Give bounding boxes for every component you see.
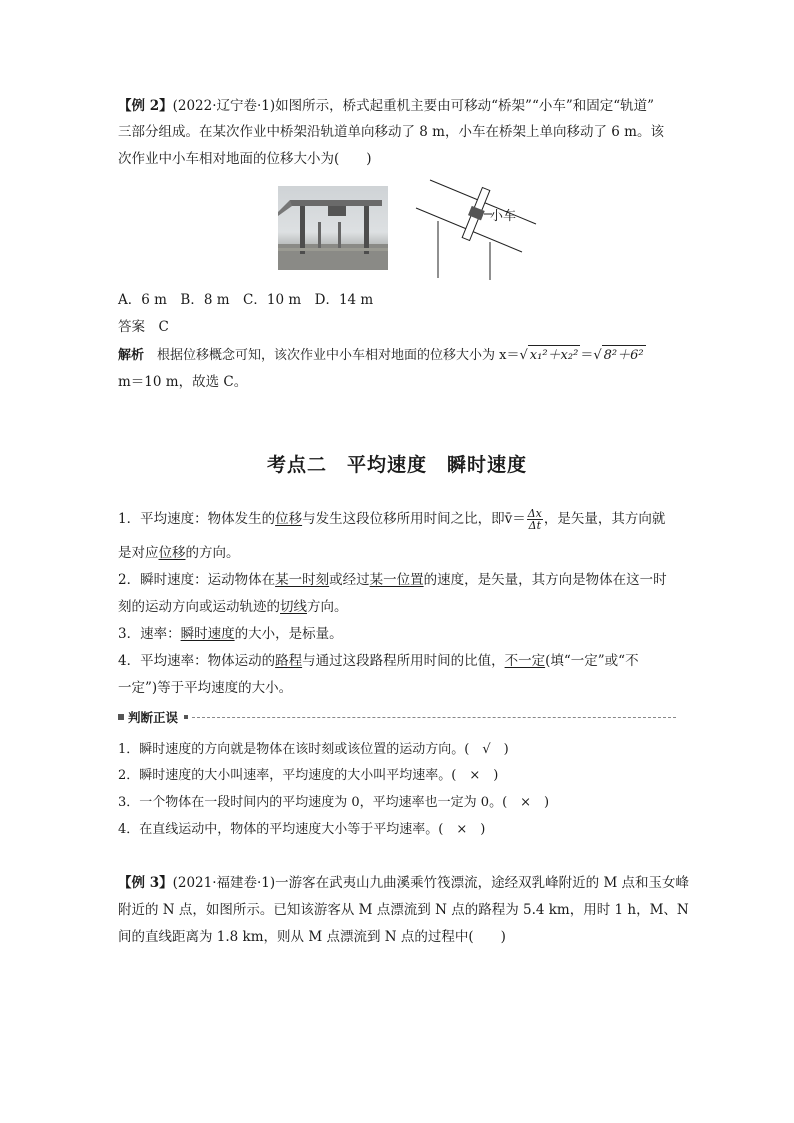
judge-square-icon <box>118 714 124 720</box>
p1-b: 与发生这段位移所用时间之比，即 <box>302 511 505 527</box>
example3-line2: 附近的 N 点，如图所示。已知该游客从 M 点漂流到 N 点的路程为 5.4 km，用时 1 h，M、N <box>118 902 689 918</box>
point-2-line2 <box>118 597 348 617</box>
example2-line3: 次作业中小车相对地面的位移大小为( ) <box>118 151 372 167</box>
p2-b: 或经过 <box>329 572 370 588</box>
p4-b: 与通过这段路程所用时间的比值， <box>302 653 505 669</box>
analysis-sqrt-1: x₁²＋x₂² <box>528 345 581 366</box>
p1-d: 是对应 <box>118 545 159 561</box>
judge-divider <box>192 717 676 718</box>
answer-label: 答案 <box>118 319 145 335</box>
p4-underline-not-necessarily: 不一定 <box>504 653 546 669</box>
p1-c: ，是矢量，其方向就 <box>543 511 666 527</box>
point-3 <box>118 624 343 644</box>
example2-line1 <box>118 96 654 116</box>
point-1-line2 <box>118 543 240 563</box>
answer-value: C <box>158 319 169 335</box>
p3-underline-instant-velocity: 瞬时速度 <box>180 626 235 642</box>
point-4-line2: 一定”)等于平均速度的大小。 <box>118 680 293 696</box>
p4-a: 4．平均速率：物体运动的 <box>118 653 276 669</box>
example3-tag: 【例 3】 <box>118 875 173 891</box>
example3-line1 <box>118 873 689 893</box>
section-title: 考点二 平均速度 瞬时速度 <box>266 454 527 476</box>
p2-c: 的速度，是矢量，其方向是物体在这一时 <box>423 572 667 588</box>
example2-line2: 三部分组成。在某次作业中桥架沿轨道单向移动了 8 m，小车在桥架上单向移动了 6 m。该 <box>118 124 664 140</box>
analysis-eq: ＝ <box>580 348 594 363</box>
p3-a: 3．速率： <box>118 626 181 642</box>
judge-section-header <box>118 710 676 724</box>
p2-underline-position: 某一位置 <box>369 572 424 588</box>
example2-source: (2022·辽宁卷·1) <box>172 98 276 114</box>
p1-e: 的方向。 <box>185 545 240 561</box>
point-2-line1 <box>118 570 667 590</box>
judge-item-4: 4．在直线运动中，物体的平均速度大小等于平均速率。( × ) <box>118 822 486 837</box>
example2-analysis: 解析 根据位移概念可知，该次作业中小车相对地面的位移大小为 x＝√ x₁²＋x₂² ＝√ 8²＋6² <box>118 345 646 366</box>
p2-e: 方向。 <box>307 599 348 615</box>
example2-text1: 如图所示，桥式起重机主要由可移动“桥架”“小车”和固定“轨道” <box>275 98 655 114</box>
p1-fraction <box>527 508 543 531</box>
p1-a: 1．平均速度：物体发生的 <box>118 511 276 527</box>
p1-underline-displacement: 位移 <box>275 511 303 527</box>
point-4-line1 <box>118 651 639 671</box>
p3-b: 的大小，是标量。 <box>234 626 343 642</box>
p1-den: Δt <box>528 519 541 532</box>
example2-answer <box>118 317 169 337</box>
p4-c: (填“一定”或“不 <box>545 653 639 669</box>
judge-dot-icon <box>184 715 188 719</box>
analysis-text: 根据位移概念可知，该次作业中小车相对地面的位移大小为 x＝ <box>157 348 520 363</box>
p2-d: 刻的运动方向或运动轨迹的 <box>118 599 280 615</box>
p2-a: 2．瞬时速度：运动物体在 <box>118 572 276 588</box>
judge-item-1: 1．瞬时速度的方向就是物体在该时刻或该位置的运动方向。( √ ) <box>118 742 509 757</box>
bridge-cart-diagram <box>410 178 550 282</box>
analysis-label: 解析 <box>118 348 145 363</box>
example3-text1: 一游客在武夷山九曲溪乘竹筏漂流，途经双乳峰附近的 M 点和玉女峰 <box>275 875 690 891</box>
p2-underline-tangent: 切线 <box>280 599 307 615</box>
example3-source: (2021·福建卷·1) <box>172 875 276 891</box>
judge-title: 判断正误 <box>128 710 179 725</box>
p1-underline-displacement-2: 位移 <box>158 545 186 561</box>
judge-item-2: 2．瞬时速度的大小叫速率，平均速度的大小叫平均速率。( × ) <box>118 768 499 783</box>
point-1-line1 <box>118 508 665 531</box>
p2-underline-moment: 某一时刻 <box>275 572 330 588</box>
example2-options: A．6 m B．8 m C．10 m D．14 m <box>118 292 374 308</box>
p4-underline-path: 路程 <box>275 653 303 669</box>
analysis-sqrt-2: 8²＋6² <box>602 345 646 366</box>
figure-label-cart: 小车 <box>490 209 517 224</box>
p1-v: v̄＝ <box>504 511 526 527</box>
p1-num: Δx <box>527 507 542 520</box>
example3-line3: 间的直线距离为 1.8 km，则从 M 点漂流到 N 点的过程中( ) <box>118 929 506 945</box>
example2-tag: 【例 2】 <box>118 98 173 114</box>
crane-photo <box>278 186 388 270</box>
example2-analysis-line2: m＝10 m，故选 C。 <box>118 374 248 390</box>
judge-item-3: 3．一个物体在一段时间内的平均速度为 0，平均速率也一定为 0。( × ) <box>118 795 550 810</box>
